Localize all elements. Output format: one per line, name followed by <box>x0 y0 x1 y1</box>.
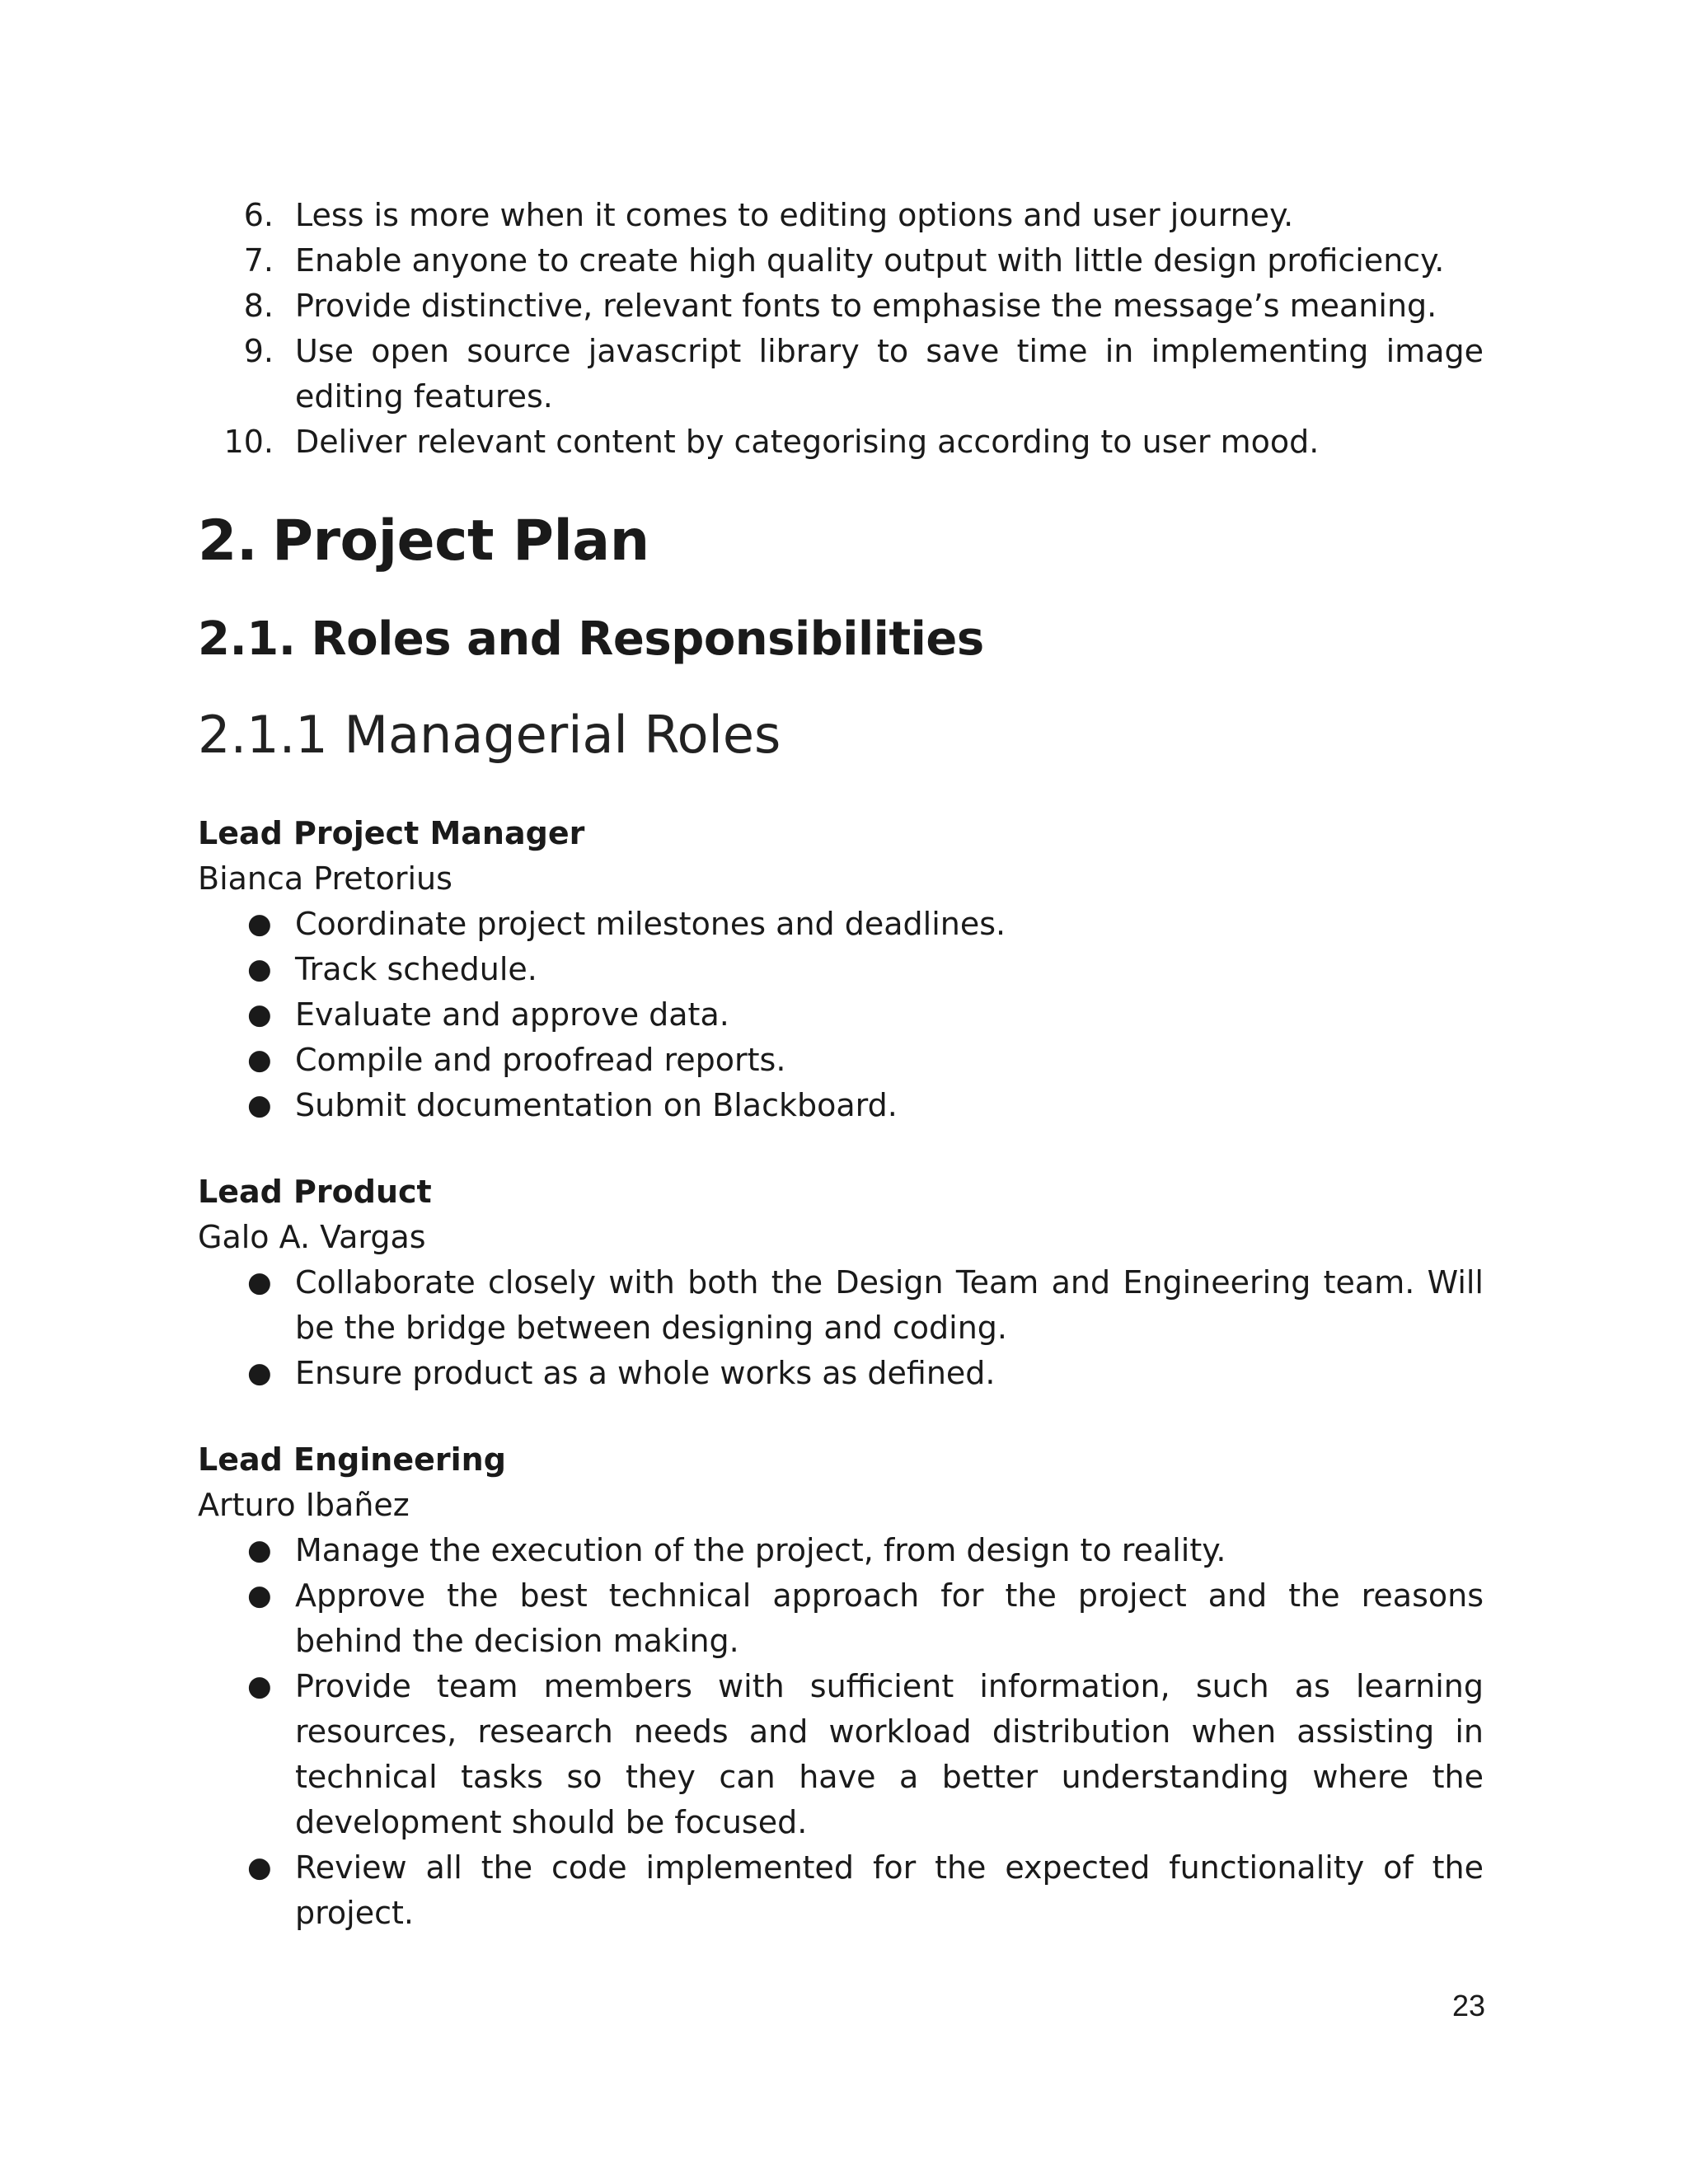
bullet-icon: ● <box>247 1089 272 1122</box>
list-text: Collaborate closely with both the Design Team and Engineering team. Will be the bridge between designing and coding. <box>295 1264 1484 1346</box>
list-item <box>198 419 1484 465</box>
goals-numbered-list <box>198 193 1484 465</box>
list-item <box>198 947 1484 992</box>
list-number: 10. <box>223 424 274 460</box>
list-number: 7. <box>243 242 274 279</box>
list-item <box>198 1260 1484 1351</box>
bullet-icon: ● <box>247 1534 272 1567</box>
bullet-icon: ● <box>247 1357 272 1390</box>
section-heading <box>198 504 1484 579</box>
page-number: 23 <box>1451 1989 1485 2022</box>
role-title: Lead Engineering <box>198 1441 506 1478</box>
role-person: Arturo Ibañez <box>198 1487 410 1523</box>
list-text: Review all the code implemented for the expected functionality of the project. <box>295 1849 1484 1931</box>
role-title: Lead Project Manager <box>198 815 585 851</box>
bullet-icon: ● <box>247 1579 272 1612</box>
list-item <box>198 238 1484 284</box>
list-text: Ensure product as a whole works as defined. <box>295 1355 996 1391</box>
list-text: Evaluate and approve data. <box>295 996 729 1033</box>
section-number: 2. <box>198 509 258 574</box>
list-item <box>198 902 1484 947</box>
list-text: Approve the best technical approach for the project and the reasons behind the decision making. <box>295 1577 1484 1659</box>
role-title: Lead Product <box>198 1174 432 1210</box>
page-content <box>198 193 1484 1936</box>
list-item <box>198 193 1484 238</box>
bullet-icon: ● <box>247 907 272 940</box>
bullet-icon: ● <box>247 998 272 1031</box>
bullet-icon: ● <box>247 1670 272 1703</box>
role-responsibilities <box>198 1528 1484 1936</box>
list-text: Use open source javascript library to save time in implementing image editing features. <box>295 333 1484 415</box>
list-text: Manage the execution of the project, from design to reality. <box>295 1532 1226 1568</box>
subsubsection-heading: 2.1.1 Managerial Roles <box>198 705 781 765</box>
list-number: 9. <box>243 333 274 369</box>
role-person: Galo A. Vargas <box>198 1219 426 1255</box>
bullet-icon: ● <box>247 1266 272 1299</box>
role-person: Bianca Pretorius <box>198 860 452 897</box>
list-item <box>198 284 1484 329</box>
section-title: Project Plan <box>272 509 649 574</box>
list-text: Deliver relevant content by categorising according to user mood. <box>295 424 1320 460</box>
list-text: Submit documentation on Blackboard. <box>295 1087 898 1123</box>
bullet-icon: ● <box>247 1043 272 1076</box>
list-item <box>198 1664 1484 1845</box>
list-text: Track schedule. <box>295 951 537 987</box>
list-item <box>198 1083 1484 1128</box>
role-responsibilities <box>198 902 1484 1128</box>
role-lead-product <box>198 1169 1484 1396</box>
role-lead-engineering <box>198 1437 1484 1936</box>
list-item <box>198 1528 1484 1573</box>
list-item <box>198 1573 1484 1664</box>
bullet-icon: ● <box>247 953 272 986</box>
role-lead-project-manager <box>198 811 1484 1128</box>
list-item <box>198 329 1484 419</box>
list-text: Compile and proofread reports. <box>295 1042 786 1078</box>
list-text: Provide team members with sufficient information, such as learning resources, research needs and workload distribution when assisting in technical tasks so they can have a better understanding where the development should be focused. <box>295 1668 1484 1840</box>
list-text: Coordinate project milestones and deadlines. <box>295 906 1006 942</box>
subsection-heading: 2.1. Roles and Responsibilities <box>198 612 984 666</box>
list-item <box>198 992 1484 1038</box>
bullet-icon: ● <box>247 1851 272 1884</box>
list-text: Enable anyone to create high quality output with little design proficiency. <box>295 242 1445 279</box>
role-responsibilities <box>198 1260 1484 1396</box>
list-number: 8. <box>243 288 274 324</box>
list-text: Less is more when it comes to editing options and user journey. <box>295 197 1294 233</box>
list-text: Provide distinctive, relevant fonts to emphasise the message’s meaning. <box>295 288 1437 324</box>
list-item <box>198 1351 1484 1396</box>
list-number: 6. <box>243 197 274 233</box>
list-item <box>198 1038 1484 1083</box>
list-item <box>198 1845 1484 1936</box>
